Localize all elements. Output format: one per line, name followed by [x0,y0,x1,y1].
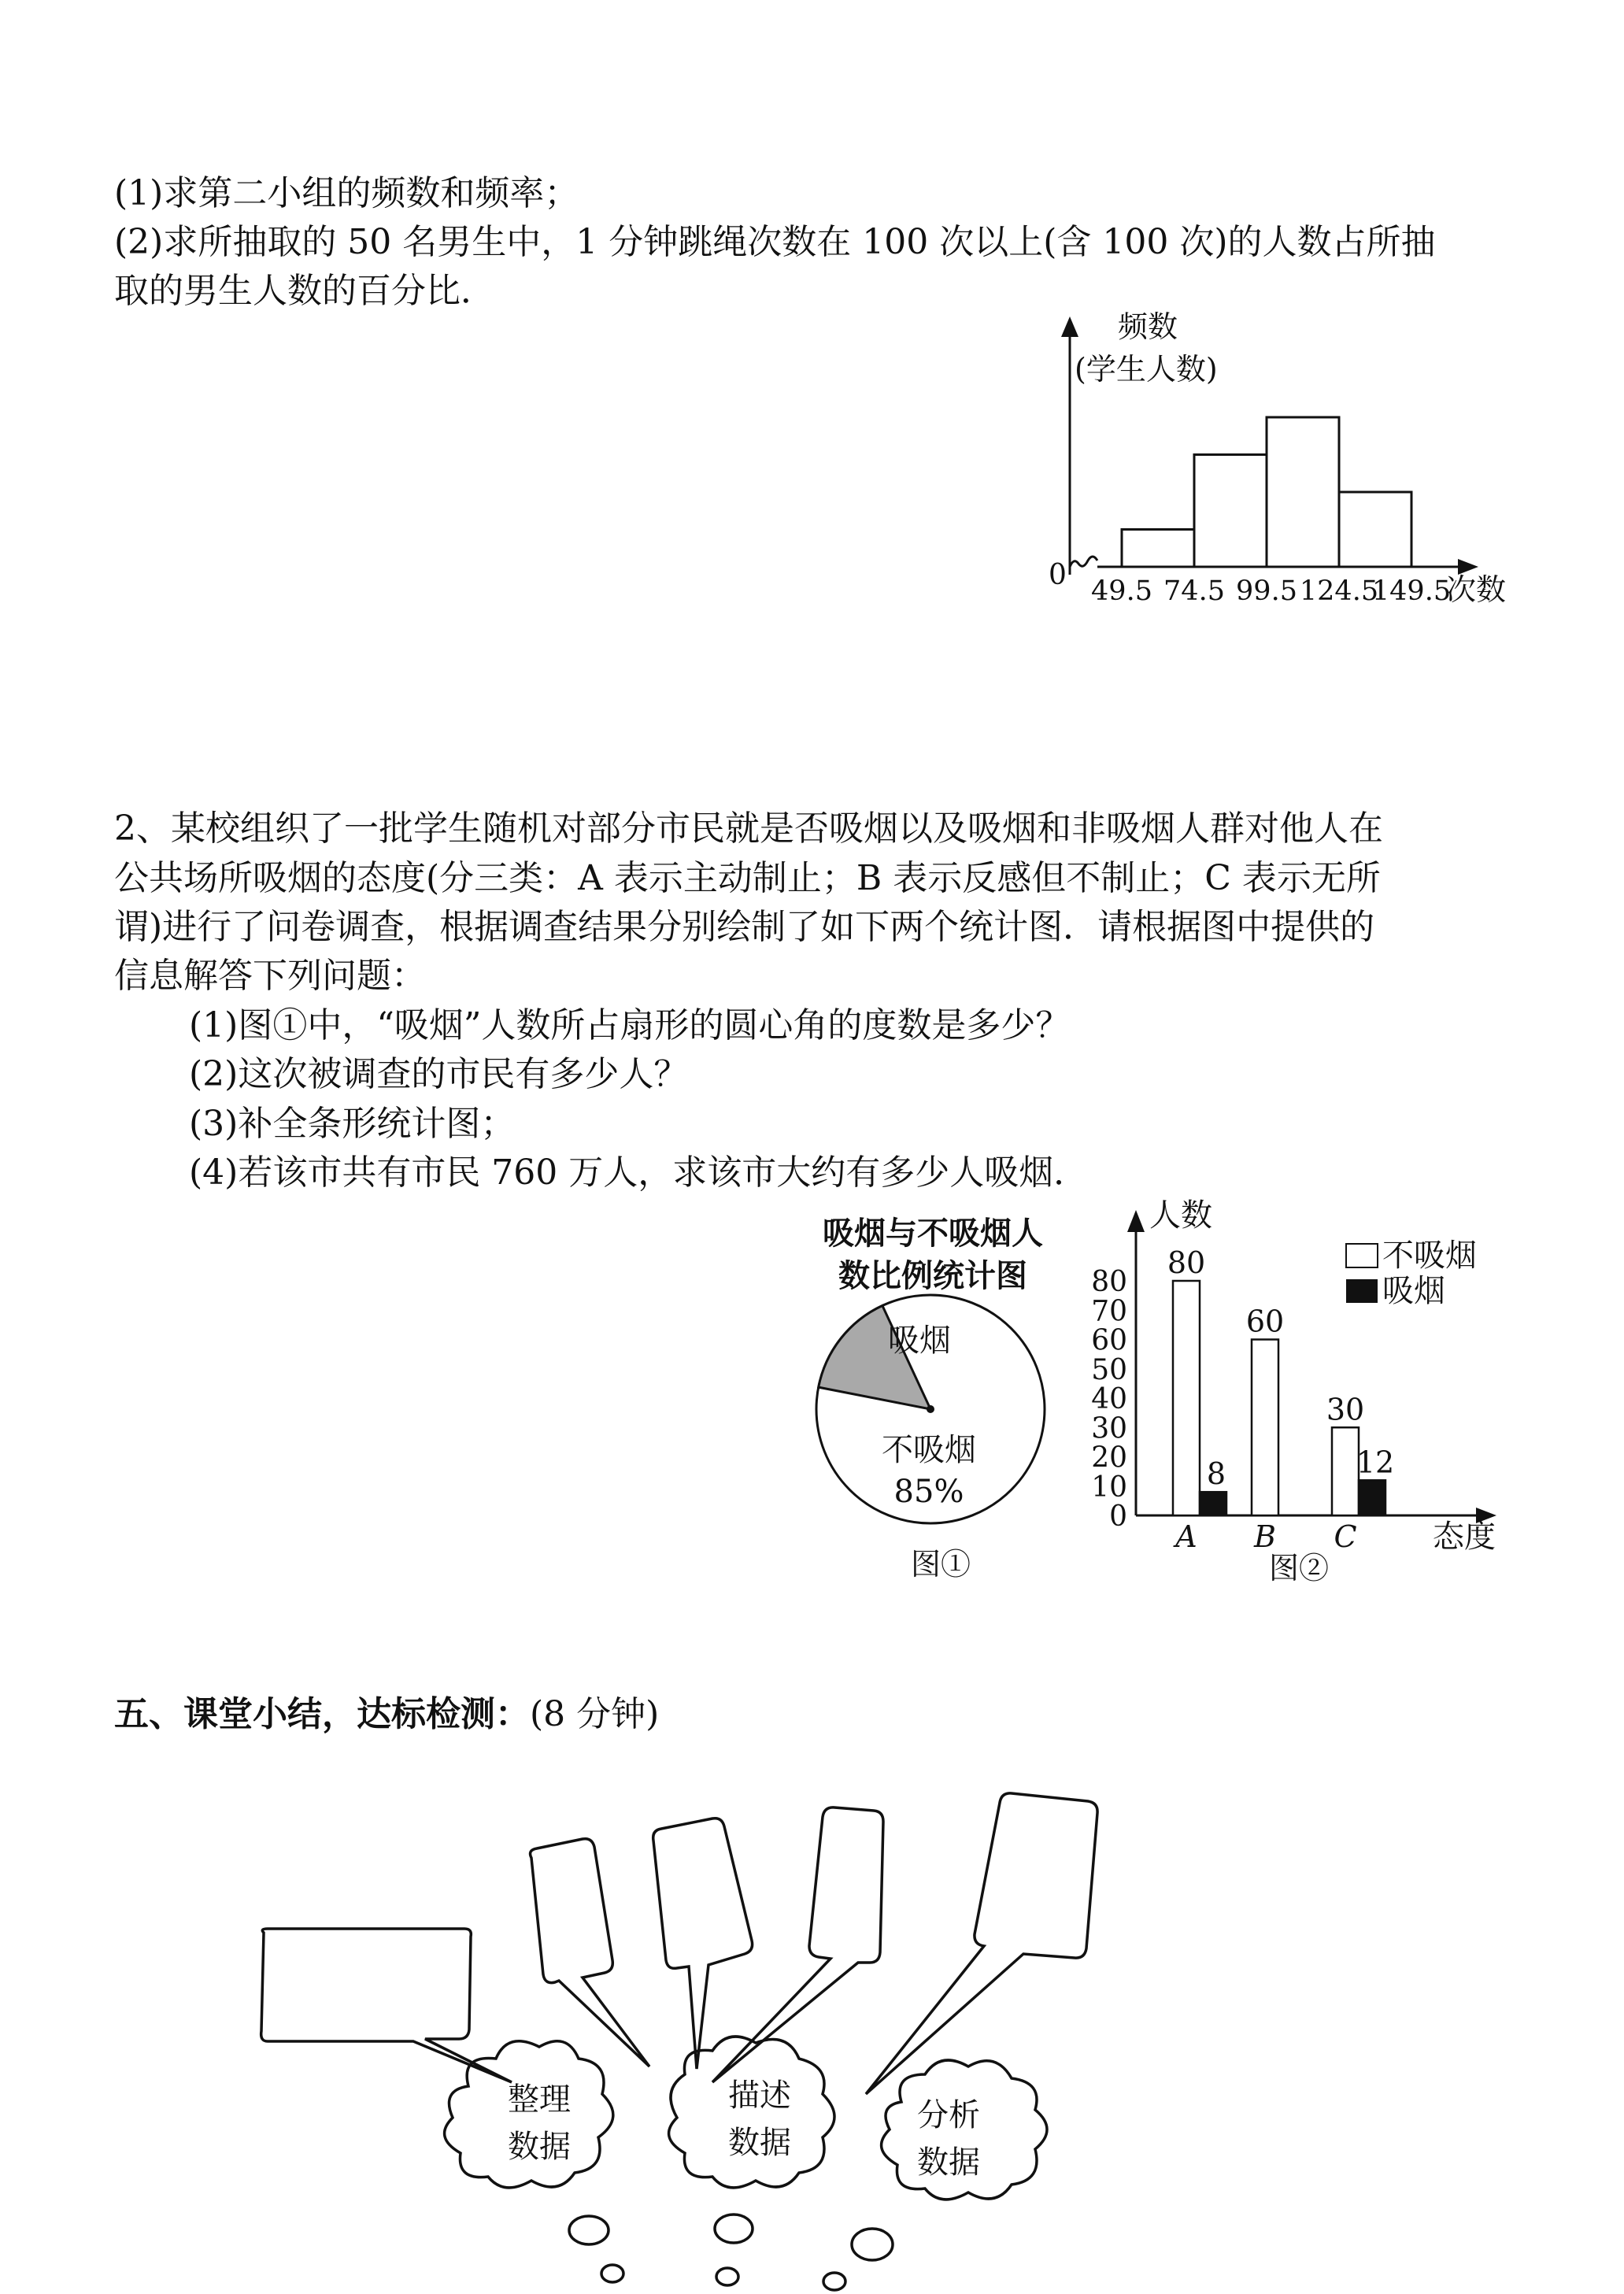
bar-x-tick: A [1175,1519,1197,1554]
bar-caption: 图② [1268,1551,1330,1585]
attitude-bar-chart [1086,1193,1527,1602]
q2-sub2: (2)这次被调查的市民有多少人？ [189,1054,689,1094]
bar-value-label: 80 [1167,1245,1206,1280]
pie-title-line2: 数比例统计图 [838,1258,1027,1294]
thought-bubble-3a [852,2229,893,2260]
histogram-bar [1267,417,1339,567]
legend-label-nonsmoking: 不吸烟 [1382,1238,1477,1274]
histogram-bars [1122,417,1411,567]
thought-bubble-2a [715,2214,753,2243]
cloud3-line1: 分析 [917,2097,980,2133]
summary-mindmap [236,1779,1181,2294]
thought-bubble-2b [716,2268,738,2285]
q2-sub1: (1)图①中，“吸烟”人数所占扇形的圆心角的度数是多少？ [189,1005,1071,1045]
bar-value-label: 60 [1245,1304,1285,1339]
bar-y-tick: 50 [1091,1353,1127,1386]
histogram-bar [1339,492,1411,567]
histogram-ylabel-1: 频数 [1118,309,1178,344]
bar-y-tick: 40 [1091,1383,1127,1415]
histogram-ylabel-2: (学生人数) [1075,352,1218,387]
pie-title-line1: 吸烟与不吸烟人 [823,1215,1043,1252]
bar-y-tick: 20 [1091,1441,1127,1474]
speech-box-3 [653,1819,753,2069]
speech-box-5 [866,1793,1097,2094]
bar-nonsmoking [1173,1281,1200,1515]
bar-xlabel: 态度 [1433,1519,1496,1555]
pie-label-nonsmoking: 不吸烟 [882,1432,976,1468]
bar-smoking [1359,1480,1385,1515]
thought-bubble-1a [569,2216,609,2244]
pie-chart [803,1204,1063,1598]
bar-x-ticks [1173,1519,1356,1554]
bar-y-tick: 10 [1091,1471,1127,1504]
q2-intro-line3: 谓)进行了问卷调查，根据调查结果分别绘制了如下两个统计图．请根据图中提供的 [114,907,1375,947]
histogram-x-tick: 124.5 [1299,575,1379,607]
cloud3-line2: 数据 [917,2144,980,2181]
thought-bubble-1b [601,2265,623,2282]
histogram-x-tick: 149.5 [1371,575,1452,607]
bar-nonsmoking [1332,1427,1359,1515]
pie-center-dot [927,1405,934,1413]
cloud1-line2: 数据 [508,2129,571,2165]
pie-caption: 图① [910,1547,971,1582]
legend-swatch-smoking [1346,1279,1378,1303]
histogram-bar [1122,530,1194,568]
bar-ylabel: 人数 [1149,1197,1212,1234]
q2-sub3: (3)补全条形统计图； [189,1104,516,1144]
thought-bubble-3b [823,2273,845,2290]
bar-y-tick: 70 [1091,1295,1127,1328]
q2-intro-line4: 信息解答下列问题： [114,956,426,996]
histogram-x-tick: 49.5 [1091,575,1152,607]
speech-box-1 [261,1929,512,2082]
cloud2-line2: 数据 [728,2125,791,2161]
bar-nonsmoking [1252,1340,1278,1516]
bar-legend [1346,1238,1477,1309]
bar-x-tick: C [1334,1519,1357,1554]
histogram-x-ticks [1091,575,1451,607]
q2-sub4: (4)若该市共有市民 760 万人，求该市大约有多少人吸烟． [189,1153,1089,1193]
histogram-bar [1194,455,1267,568]
bar-x-tick: B [1254,1519,1276,1554]
q2-intro-line1: 2、某校组织了一批学生随机对部分市民就是否吸烟以及吸烟和非吸烟人群对他人在 [114,808,1383,849]
speech-box-2 [531,1839,649,2066]
bar-value-label: 30 [1326,1392,1365,1427]
bar-value-label: 8 [1206,1456,1226,1492]
legend-swatch-nonsmoking [1346,1244,1378,1267]
bar-y-ticks [1091,1266,1127,1533]
bar-smoking [1200,1492,1226,1515]
bar-y-tick: 30 [1091,1412,1127,1445]
q1-sub2-line2: 取的男生人数的百分比． [114,271,495,311]
q2-intro-line2: 公共场所吸烟的态度(分三类：A 表示主动制止；B 表示反感但不制止；C 表示无所 [114,858,1381,898]
cloud2-line1: 描述 [728,2078,791,2114]
pie-value-label: 85% [893,1474,964,1510]
bar-y-tick: 60 [1091,1324,1127,1357]
bar-value-label: 12 [1356,1445,1395,1480]
q1-sub2-line1: (2)求所抽取的 50 名男生中，1 分钟跳绳次数在 100 次以上(含 100 次)的人数占所抽 [114,222,1436,262]
pie-label-smoking: 吸烟 [888,1323,951,1359]
histogram-xlabel: 次数 [1446,572,1507,607]
histogram-origin-label: 0 [1049,559,1067,591]
bar-y-tick: 0 [1109,1500,1127,1533]
section5-heading: 五、课堂小结，达标检测： [114,1694,530,1734]
cloud1-line1: 整理 [508,2081,571,2118]
q1-sub1: (1)求第二小组的频数和频率； [114,173,579,213]
section5-heading-row [114,1693,659,1737]
bar-y-tick: 80 [1091,1266,1127,1298]
section5-time: (8 分钟) [530,1694,660,1734]
histogram-chart [1039,307,1527,622]
histogram-x-tick: 74.5 [1163,575,1225,607]
legend-label-smoking: 吸烟 [1382,1273,1445,1309]
histogram-x-tick: 99.5 [1236,575,1297,607]
speech-box-4 [712,1807,883,2082]
